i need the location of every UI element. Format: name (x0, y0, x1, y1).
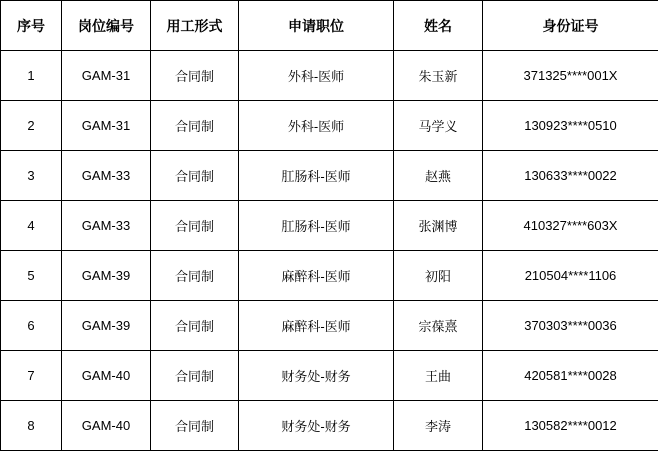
cell-seq: 1 (1, 51, 62, 101)
table-row (1, 201, 658, 251)
cell-code: GAM-31 (62, 51, 151, 101)
col-header-seq: 序号 (1, 1, 62, 51)
cell-type: 合同制 (151, 201, 239, 251)
cell-code: GAM-39 (62, 251, 151, 301)
col-header-type: 用工形式 (151, 1, 239, 51)
cell-id: 410327****603X (483, 201, 658, 251)
cell-code: GAM-31 (62, 101, 151, 151)
cell-id: 130923****0510 (483, 101, 658, 151)
table-row (1, 251, 658, 301)
cell-id: 420581****0028 (483, 351, 658, 401)
col-header-code: 岗位编号 (62, 1, 151, 51)
table-row (1, 301, 658, 351)
cell-type: 合同制 (151, 101, 239, 151)
cell-code: GAM-40 (62, 351, 151, 401)
cell-id: 370303****0036 (483, 301, 658, 351)
cell-name: 马学义 (394, 101, 483, 151)
table-row (1, 51, 658, 101)
table-row (1, 401, 658, 451)
cell-position: 外科-医师 (239, 51, 394, 101)
cell-name: 李涛 (394, 401, 483, 451)
cell-seq: 8 (1, 401, 62, 451)
header-row (1, 1, 658, 51)
cell-seq: 3 (1, 151, 62, 201)
col-header-id: 身份证号 (483, 1, 658, 51)
cell-position: 麻醉科-医师 (239, 301, 394, 351)
cell-id: 210504****1106 (483, 251, 658, 301)
cell-code: GAM-33 (62, 201, 151, 251)
cell-name: 宗葆熹 (394, 301, 483, 351)
cell-code: GAM-39 (62, 301, 151, 351)
cell-type: 合同制 (151, 401, 239, 451)
cell-name: 初阳 (394, 251, 483, 301)
cell-name: 张渊博 (394, 201, 483, 251)
cell-seq: 7 (1, 351, 62, 401)
col-header-name: 姓名 (394, 1, 483, 51)
cell-seq: 2 (1, 101, 62, 151)
table-body (1, 51, 658, 451)
table-row (1, 101, 658, 151)
cell-position: 肛肠科-医师 (239, 201, 394, 251)
cell-position: 财务处-财务 (239, 351, 394, 401)
cell-id: 130582****0012 (483, 401, 658, 451)
cell-type: 合同制 (151, 151, 239, 201)
cell-name: 王曲 (394, 351, 483, 401)
cell-id: 130633****0022 (483, 151, 658, 201)
table-row (1, 351, 658, 401)
cell-seq: 6 (1, 301, 62, 351)
cell-position: 肛肠科-医师 (239, 151, 394, 201)
cell-position: 财务处-财务 (239, 401, 394, 451)
cell-type: 合同制 (151, 51, 239, 101)
cell-seq: 5 (1, 251, 62, 301)
cell-id: 371325****001X (483, 51, 658, 101)
col-header-position: 申请职位 (239, 1, 394, 51)
cell-code: GAM-40 (62, 401, 151, 451)
cell-type: 合同制 (151, 301, 239, 351)
cell-type: 合同制 (151, 251, 239, 301)
table-row (1, 151, 658, 201)
cell-seq: 4 (1, 201, 62, 251)
cell-name: 朱玉新 (394, 51, 483, 101)
cell-type: 合同制 (151, 351, 239, 401)
cell-code: GAM-33 (62, 151, 151, 201)
cell-position: 麻醉科-医师 (239, 251, 394, 301)
cell-name: 赵燕 (394, 151, 483, 201)
cell-position: 外科-医师 (239, 101, 394, 151)
